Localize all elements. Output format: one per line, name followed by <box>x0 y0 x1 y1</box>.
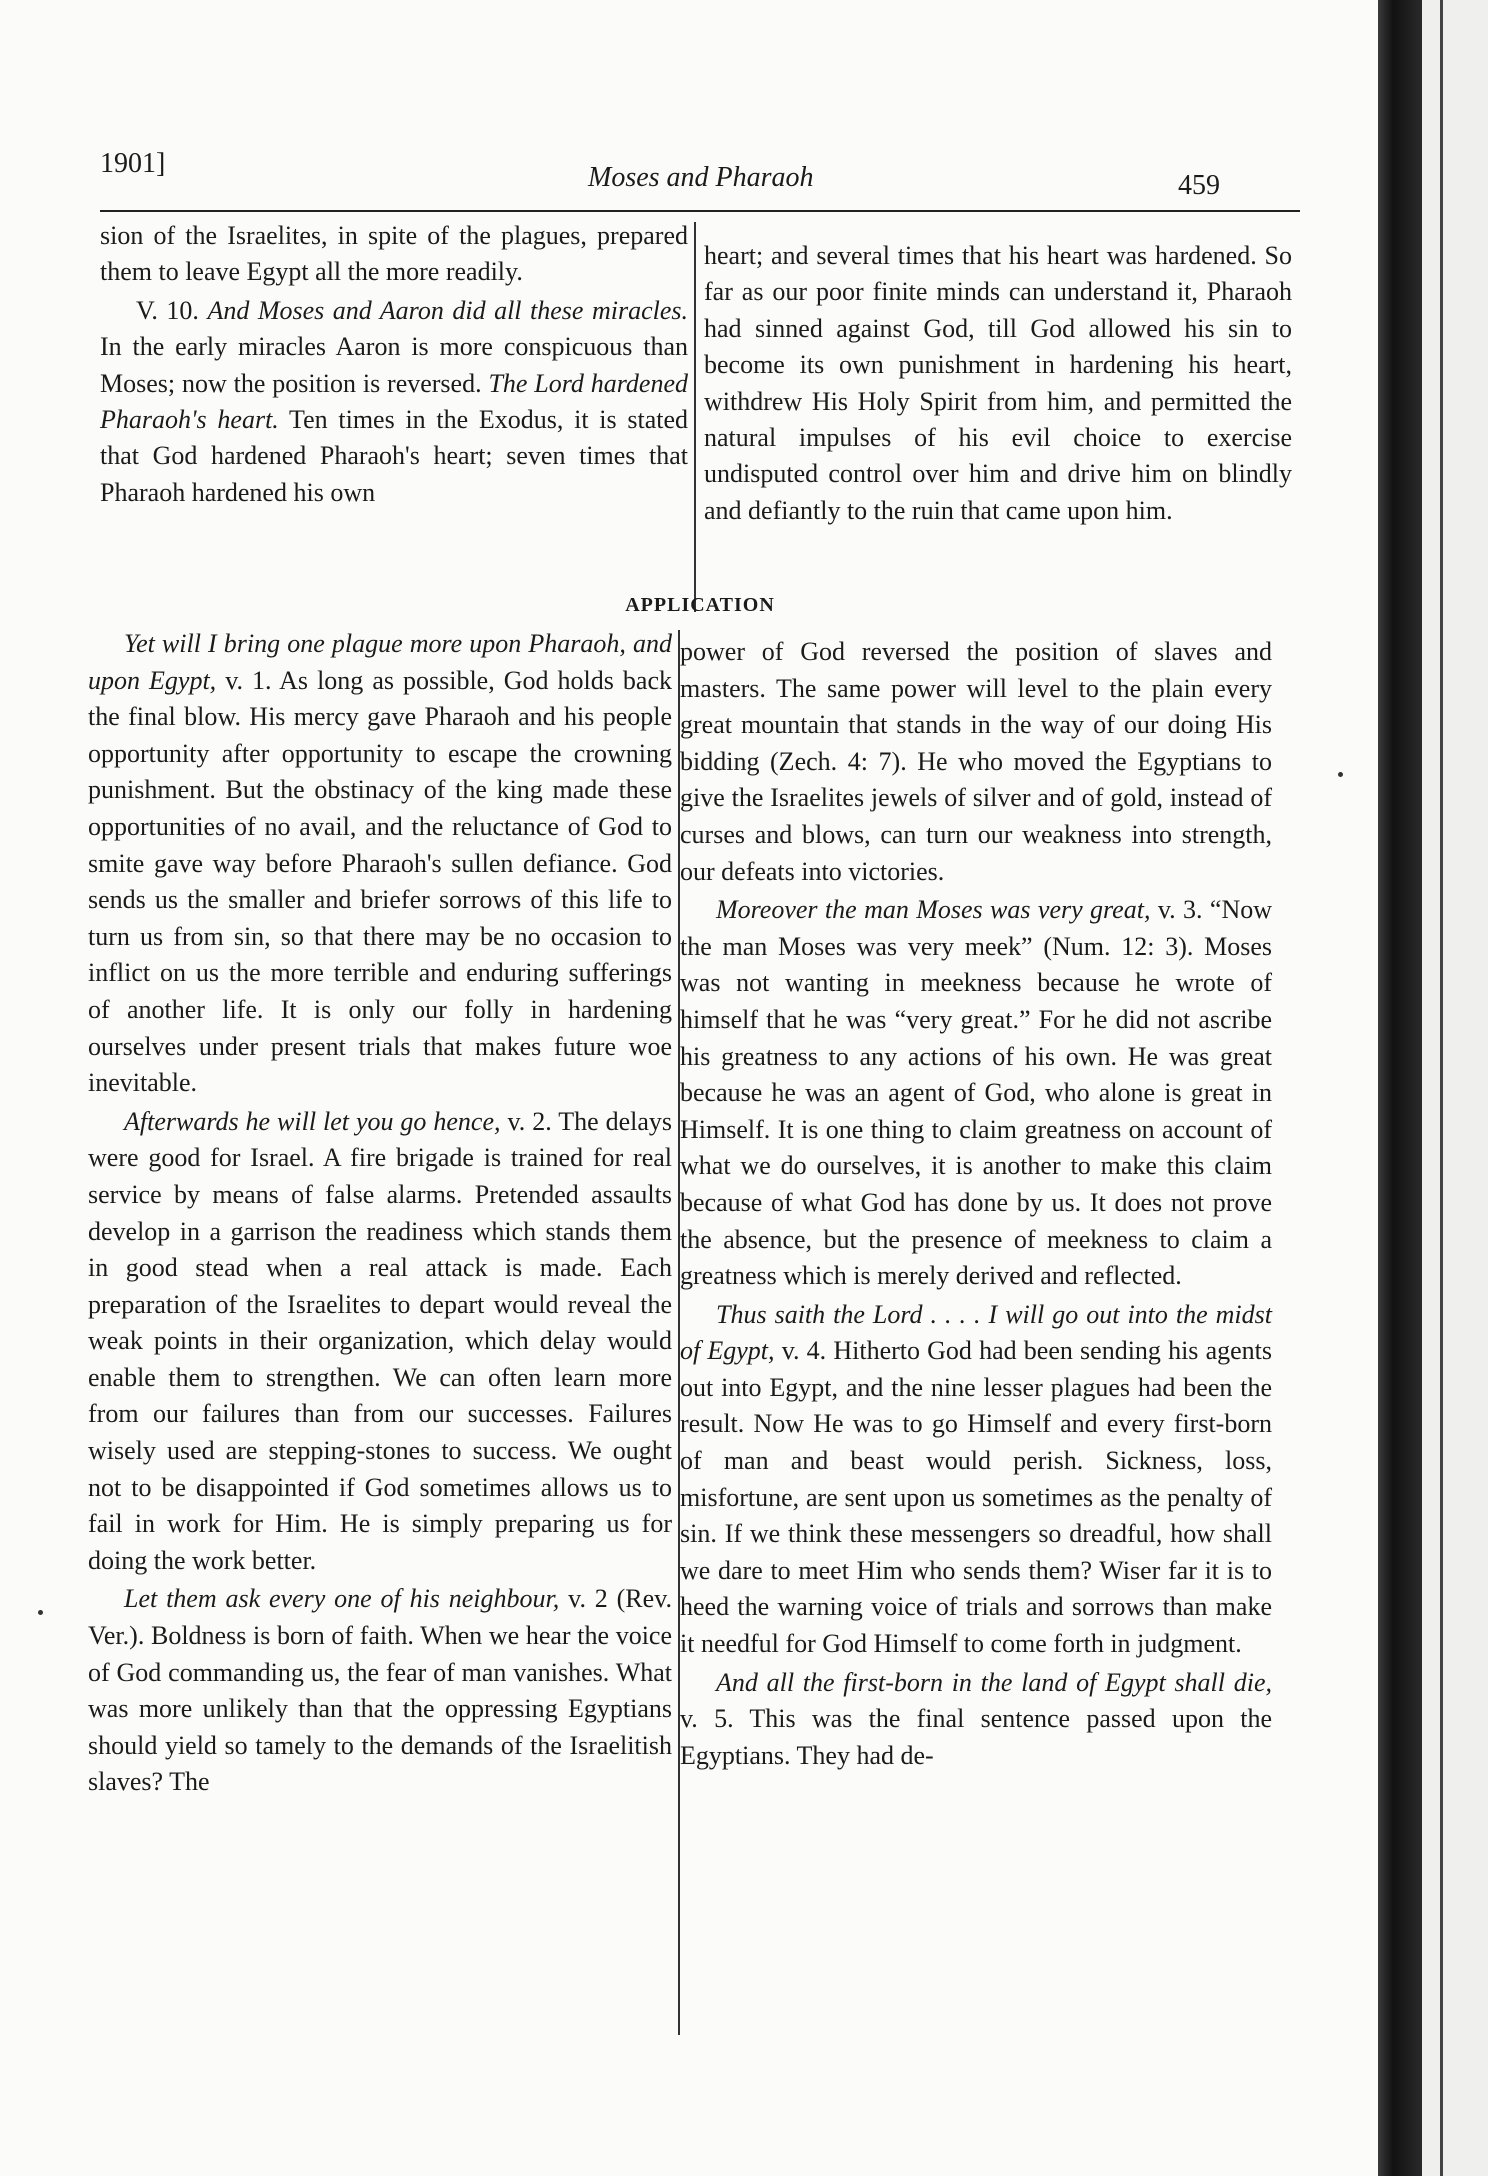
paragraph <box>680 892 1272 1295</box>
paragraph-text: Ten times in the Exodus, it is stated that God hardened Pharaoh's heart; seven times that Pharaoh hardened his own <box>100 405 689 507</box>
paragraph <box>100 218 688 291</box>
commentary-left-column <box>100 218 688 511</box>
paragraph-text: heart; and several times that his heart was hardened. So far as our poor finite minds can understand it, Pharaoh had sinned against God, till God allowed his sin to become its own punishment in hardening his heart, withdrew His Holy Spirit from him, and permitted the natural impulses of his evil choice to exercise undisputed control over him and drive him on blindly and defiantly to the ruin that came upon him. <box>704 241 1292 525</box>
header-year: 1901] <box>100 148 166 179</box>
verse-quote: And all the first-born in the land of Egypt shall die, <box>716 1667 1272 1697</box>
paragraph <box>680 1665 1272 1775</box>
paragraph <box>88 1581 672 1801</box>
paragraph <box>680 1297 1272 1663</box>
speck-mark <box>1338 772 1343 777</box>
header-rule <box>100 210 1300 212</box>
paragraph <box>704 238 1292 529</box>
paragraph-text: sion of the Israelites, in spite of the plagues, prepared them to leave Egypt all the more readily. <box>100 221 688 287</box>
page-edge-line <box>1440 0 1443 2176</box>
verse-quote: And Moses and Aaron did all these miracles. <box>207 295 688 325</box>
paragraph <box>88 626 672 1102</box>
header-title: Moses and Pharaoh <box>588 162 814 193</box>
verse-quote: Let them ask every one of his neighbour, <box>124 1584 560 1614</box>
running-header <box>100 140 1300 201</box>
paragraph-text: v. 2 (Rev. Ver.). Boldness is born of faith. When we hear the voice of God commanding us, the fear of man vanishes. What was more unlikely than that the oppressing Egyptians should yield so tamely to the demands of the Israelitish slaves? The <box>88 1584 672 1797</box>
verse-quote: The Lord hardened Pharaoh's heart. <box>100 368 688 435</box>
paragraph-text: v. 1. As long as possible, God holds back the final blow. His mercy gave Pharaoh and his people opportunity after opportunity to escape the crowning punishment. But the obstinacy of the king made these opportunities of no avail, and the reluctance of God to smite gave way before Pharaoh's sullen defiance. God sends us the smaller and briefer sorrows of this life to turn us from sin, so that there may be no occasion to inflict on us the more terrible and enduring sufferings of another life. It is only our folly in hardening ourselves under present trials that makes future woe inevitable. <box>88 665 673 1098</box>
page-number: 459 <box>1178 170 1220 201</box>
verse-quote: Yet will I bring one plague more upon Pharaoh, and upon Egypt, <box>88 629 672 695</box>
verse-quote: Afterwards he will let you go hence, <box>124 1106 501 1136</box>
verse-quote: Thus saith the Lord . . . . I will go out into the midst of Egypt, <box>680 1299 1272 1366</box>
application-right-column <box>680 634 1272 1774</box>
book-edge-shadow <box>1378 0 1422 2176</box>
commentary-right-column <box>704 238 1292 529</box>
verse-number: V. 10. <box>136 295 208 325</box>
paragraph <box>680 634 1272 890</box>
paragraph-text: v. 4. Hitherto God had been sending his agents out into Egypt, and the nine lesser plagues had been the result. Now He was to go Himself and every first-born of man and beast would perish. Sickness, loss, misfortune, are sent upon us sometimes as the penalty of sin. If we think these messengers so dreadful, how shall we dare to meet Him who sends them? Wiser far it is to heed the warning voice of trials and sorrows than make it needful for God Himself to come forth in judgment. <box>680 1336 1273 1659</box>
paragraph-text: v. 2. The delays were good for Israel. A fire brigade is trained for real service by means of false alarms. Pretended assaults develop in a garrison the readiness which stands them in good stead when a real attack is made. Each preparation of the Israelites to depart would reveal the weak points in their organization, which delay would enable them to strengthen. We can often learn more from our failures than from our successes. Failures wisely used are stepping-stones to success. We ought not to be disappointed if God sometimes allows us to fail in work for Him. He is simply preparing us for doing the work better. <box>88 1106 673 1575</box>
scan-margin <box>1422 0 1488 2176</box>
application-left-column <box>88 626 672 1801</box>
paragraph <box>100 293 688 511</box>
column-divider <box>694 222 696 612</box>
verse-quote: Moreover the man Moses was very great, <box>716 895 1151 925</box>
paragraph-text: v. 5. This was the final sentence passed upon the Egyptians. They had de- <box>680 1704 1272 1770</box>
section-heading: APPLICATION <box>625 594 775 616</box>
paragraph-text: In the early miracles Aaron is more conspicuous than Moses; now the position is reversed. <box>100 332 688 398</box>
paragraph <box>88 1104 672 1580</box>
paragraph-text: v. 3. “Now the man Moses was very meek” (Num. 12: 3). Moses was not wanting in meekness because he wrote of himself that he was “very great.” For he did not ascribe his greatness to any actions of his own. He was great because he was an agent of God, who alone is great in Himself. It is one thing to claim greatness on account of what we do ourselves, it is another to make this claim because of what God has done by us. It does not prove the absence, but the presence of meekness to claim a greatness which is merely derived and reflected. <box>680 895 1273 1291</box>
speck-mark <box>38 1610 43 1615</box>
paragraph-text: power of God reversed the position of slaves and masters. The same power will level to the plain every great mountain that stands in the way of our doing His bidding (Zech. 4: 7). He who moved the Egyptians to give the Israelites jewels of silver and of gold, instead of curses and blows, can turn our weakness into strength, our defeats into victories. <box>680 637 1272 886</box>
